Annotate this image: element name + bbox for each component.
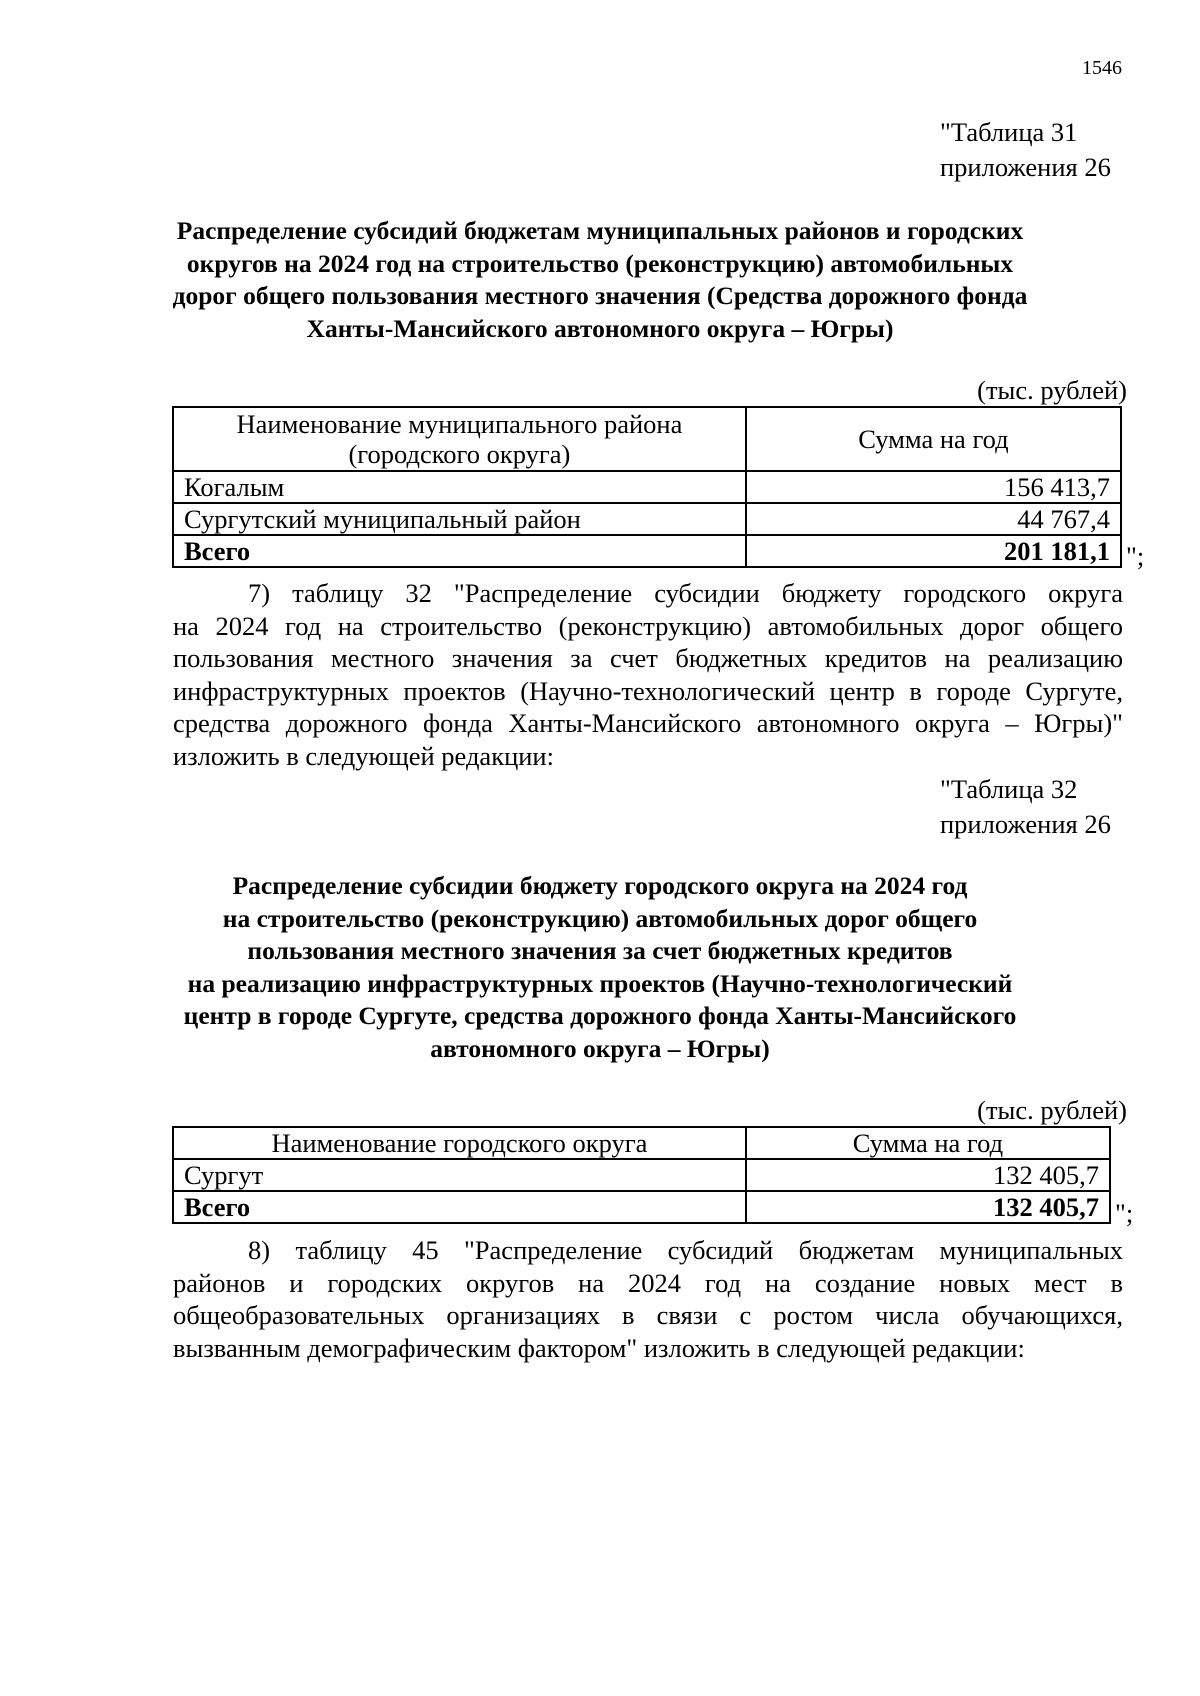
table-31-closing-quote: "; — [1126, 541, 1145, 571]
table-32-title — [150, 870, 1050, 1065]
title-line: Распределение субсидий бюджетам муниципальных районов и городских — [176, 216, 1024, 245]
paragraph-line: инфраструктурных проектов (Научно-технологический центр в городе Сургуте, — [173, 675, 1123, 706]
table-header-row — [173, 1127, 1110, 1159]
table-32-reference-line-1: "Таблица 32 — [940, 774, 1078, 804]
paragraph-line: районов и городских округов на 2024 год на создание новых мест в — [173, 1267, 1123, 1298]
title-line: округов на 2024 год на строительство (реконструкцию) автомобильных — [186, 248, 1014, 278]
paragraph-line: изложить в следующей редакции: — [173, 740, 554, 771]
table-32-closing-quote: "; — [1115, 1198, 1134, 1228]
table-31 — [172, 406, 1122, 568]
title-line: на строительство (реконструкцию) автомобильных дорог общего — [222, 903, 978, 933]
title-line: на реализацию инфраструктурных проектов (Научно-технологический — [187, 968, 1013, 998]
row-value: 132 405,7 — [746, 1159, 1110, 1191]
row-name: Когалым — [173, 471, 746, 503]
title-line: пользования местного значения за счет бюджетных кредитов — [247, 936, 953, 965]
title-line: автономного округа – Югры) — [430, 1033, 770, 1063]
table-32-reference — [940, 772, 1140, 842]
paragraph-line: общеобразовательных организациях в связи с ростом числа обучающихся, — [173, 1300, 1123, 1330]
row-value: 156 413,7 — [746, 471, 1121, 503]
table-31-reference — [940, 115, 1140, 185]
total-label: Всего — [173, 535, 746, 567]
paragraph-line: 8) таблицу 45 "Распределение субсидий бюджетам муниципальных — [248, 1235, 1123, 1265]
column-header-name: Наименование городского округа — [173, 1127, 746, 1159]
table-31-reference-line-2: приложения 26 — [940, 152, 1111, 182]
column-header-name — [173, 407, 746, 471]
paragraph-line: на 2024 год на строительство (реконструкцию) автомобильных дорог общего — [173, 610, 1123, 641]
column-header-amount: Сумма на год — [746, 407, 1121, 471]
title-line: дорог общего пользования местного значения (Средства дорожного фонда — [172, 281, 1028, 310]
table-header-row — [173, 407, 1121, 471]
paragraph-7 — [173, 577, 1123, 772]
table-31-title — [150, 215, 1050, 345]
paragraph-line: средства дорожного фонда Ханты-Мансийского автономного округа – Югры)" — [173, 708, 1123, 738]
title-line: Ханты-Мансийского автономного округа – Югры) — [306, 313, 894, 343]
page-number: 1546 — [1082, 57, 1122, 79]
column-header-amount: Сумма на год — [746, 1127, 1110, 1159]
paragraph-line: пользования местного значения за счет бюджетных кредитов на реализацию — [173, 643, 1123, 673]
title-line: центр в городе Сургуте, средства дорожного фонда Ханты-Мансийского — [183, 1001, 1017, 1030]
table-32 — [172, 1126, 1111, 1224]
row-name: Сургут — [173, 1159, 746, 1191]
table-row — [173, 503, 1121, 535]
table-total-row — [173, 535, 1121, 567]
total-value: 201 181,1 — [746, 535, 1121, 567]
table-total-row — [173, 1191, 1110, 1223]
total-value: 132 405,7 — [746, 1191, 1110, 1223]
total-label: Всего — [173, 1191, 746, 1223]
table-row — [173, 471, 1121, 503]
title-line: Распределение субсидии бюджету городского округа на 2024 год — [232, 871, 968, 900]
header-line: Наименование муниципального района — [236, 409, 683, 439]
header-line: (городского округа) — [348, 439, 571, 469]
row-value: 44 767,4 — [746, 503, 1121, 535]
table-32-units: (тыс. рублей) — [977, 1095, 1127, 1125]
paragraph-line: вызванным демографическим фактором" изложить в следующей редакции: — [173, 1332, 1025, 1363]
paragraph-8 — [173, 1234, 1123, 1364]
paragraph-line: 7) таблицу 32 "Распределение субсидии бюджету городского округа — [248, 578, 1123, 608]
table-row — [173, 1159, 1110, 1191]
row-name: Сургутский муниципальный район — [173, 503, 746, 535]
table-32-reference-line-2: приложения 26 — [940, 809, 1111, 839]
table-31-reference-line-1: "Таблица 31 — [940, 117, 1078, 147]
table-31-units: (тыс. рублей) — [977, 375, 1127, 405]
